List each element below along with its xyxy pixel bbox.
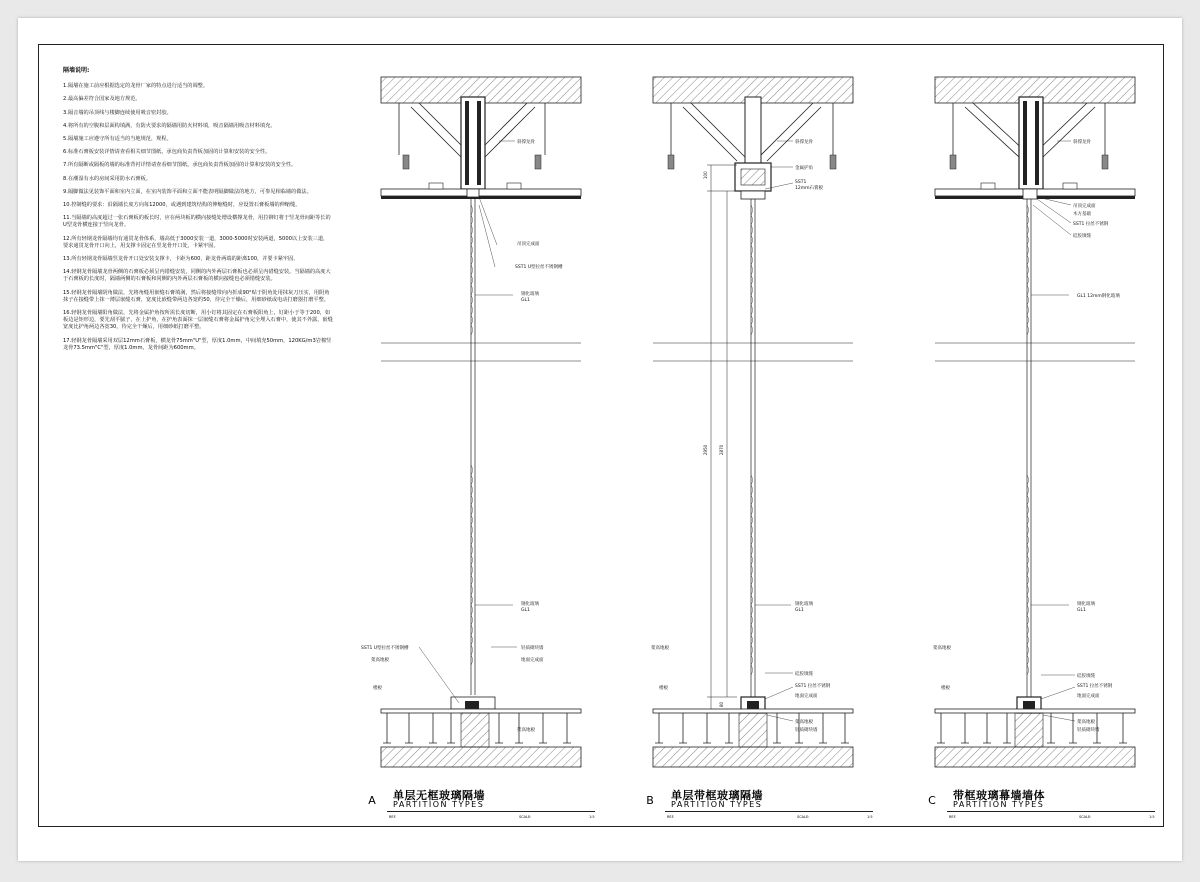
label-glass-bottom-code: GL1 xyxy=(521,608,530,613)
dimension-lines xyxy=(707,165,737,713)
label-glass-top: GL1 12mm钢化玻璃 xyxy=(1077,294,1120,299)
dim-80: 80 xyxy=(719,701,724,707)
label-glass-bottom-code: GL1 xyxy=(1077,608,1086,613)
raised-floor xyxy=(381,709,581,713)
label-block-wall: 轻质砌块墙 xyxy=(795,728,818,733)
floor-slab xyxy=(381,747,581,767)
label-brace: 斜撑龙骨 xyxy=(1073,140,1091,145)
label-wood-base: 木方基础 xyxy=(1073,212,1091,217)
ref-label: REF. xyxy=(667,815,675,819)
section-title-cn: 单层带框玻璃隔墙 xyxy=(671,789,763,802)
scale-label: SCALE: xyxy=(519,815,532,819)
note-item: 9.隔脚做法见装饰平面和室内立面，在室内装饰平面和立面不能表明隔脚做法的地方，可参见相临墙的做法。 xyxy=(63,188,312,195)
scale-value: 1:5 xyxy=(1149,815,1155,819)
drawing-sheet xyxy=(18,18,1182,861)
label-sst1: SST1 xyxy=(795,180,807,185)
label-raised-floor: 架高地板 xyxy=(933,646,951,651)
section-title-cn: 带框玻璃幕墙墙体 xyxy=(953,789,1045,802)
dim-2870: 2870 xyxy=(719,444,724,455)
section-c xyxy=(919,45,1159,828)
label-sst1-bottom: SST1 拉丝不锈钢 xyxy=(1077,684,1113,689)
label-brace: 斜撑龙骨 xyxy=(517,140,535,145)
label-raised-floor: 架高地板 xyxy=(651,646,669,651)
label-gypsum: 12mm石膏板 xyxy=(795,186,823,191)
ceiling-finish xyxy=(381,189,581,196)
note-item: 16.轻钢龙骨隔墙阳角做法，先将金属护角按所需长度切断，用小钉将其固定在石膏板阳角上，钉距小于等于200，如板边是矩形边，要先刮平腻子，在上护角，在护角表面抹一层嵌缝石膏将金属护角完全埋入石膏中，使其不外露，嵌缝宽度比护角两边各宽30，待完全干燥后，用细砂纸打磨平整。 xyxy=(63,310,333,331)
label-raised-floor-2: 架高地板 xyxy=(517,728,535,733)
note-item: 6.标准石膏板安装详情请查看相关细节图纸，承包商负责背板加固的计算和安装的安全性。 xyxy=(63,149,271,156)
scale-value: 1:5 xyxy=(589,815,595,819)
stud-box xyxy=(1019,97,1043,189)
dim-100: 100 xyxy=(703,171,708,179)
label-floor-finish: 地面完成面 xyxy=(1077,694,1100,699)
note-item: 7.所有隔断或隔板的墙的标准背衬详情请查看细节图纸，承包商负责背板加固的计算和安装的安全性。 xyxy=(63,162,297,169)
label-glass-bottom: 钢化玻璃 xyxy=(1077,602,1095,607)
label-glass: 钢化玻璃 xyxy=(795,602,813,607)
section-title-en: PARTITION TYPES xyxy=(953,800,1045,809)
drawing-frame xyxy=(38,44,1164,827)
note-item: 10.控制缝的要求：沿隔墙长度方向每12000，或遇到建筑结构的伸缩缝时，应设置石膏板墙的伸缩缝。 xyxy=(63,202,301,209)
label-channel-top: SST1 U型拉丝不锈钢槽 xyxy=(515,265,563,270)
note-item: 3.隔音墙的吊顶线与楼脚连续使用吸音密封胶。 xyxy=(63,109,172,116)
label-block-wall: 轻质砌块墙 xyxy=(1077,728,1100,733)
note-item: 2.最高偏差符合国家及地方规范。 xyxy=(63,96,141,103)
note-item: 1.隔墙在施工前应根据选定的龙骨厂家的特点进行适当的调整。 xyxy=(63,83,209,90)
section-a xyxy=(359,45,599,828)
label-glass-bottom: 钢化玻璃 xyxy=(521,602,539,607)
stud-box xyxy=(461,97,485,189)
note-item: 11.当隔墙的高度超过一张石膏板的板长时，应在两块板的横向接缝处增设横撑龙骨，用拉铆钉将于竖龙骨间距等长的U型龙骨横连接于竖向龙骨。 xyxy=(63,215,331,229)
section-title-en: PARTITION TYPES xyxy=(393,800,485,809)
note-item: 5.隔墙施工应遵守所有适当的当地规范，规程。 xyxy=(63,136,172,143)
label-raised-floor-2: 架高地板 xyxy=(795,720,813,725)
note-item: 13.所有轻钢龙骨隔墙竖龙骨开口处安装支撑卡，卡距为600，距龙骨两端的距离100，并要卡紧牢固。 xyxy=(63,256,299,263)
section-letter: A xyxy=(368,794,376,807)
label-glass-code: GL1 xyxy=(795,608,804,613)
note-item: 14.轻钢龙骨隔墙龙骨两侧的石膏板必须呈内错缝安装，同侧的内外两层石膏板也必须呈内错缝安装。当隔墙的高度大于石膏板的长度时，隔墙两侧的石膏板和同侧的内外两层石膏板的横向接缝也必须错缝安装。 xyxy=(63,269,331,283)
note-item: 12.所有轻钢龙骨隔墙均有通贯龙骨体系，墙高低于3000安装一道，3000-5000时安装两道，5000以上安装三道，要求通贯龙骨开口向上，用支撑卡固定在竖龙骨开口处，卡紧牢固。 xyxy=(63,235,329,249)
label-slab: 楼板 xyxy=(659,686,668,691)
label-brace: 斜撑龙骨 xyxy=(795,140,813,145)
notes-title: 隔墙说明: xyxy=(63,67,90,74)
label-glass-top: 钢化玻璃 xyxy=(521,292,539,297)
note-item: 17.轻钢龙骨隔墙采用双层12mm石膏板，横龙骨75mm"U"型，厚度1.0mm，中间填充50mm，120KG/m3岩棉竖龙骨73.5mm"C"型，厚度1.0mm，龙骨间距为600mm。 xyxy=(63,337,332,351)
label-ceiling: 吊顶完成面 xyxy=(517,242,540,247)
label-raised-floor-2: 架高地板 xyxy=(1077,720,1095,725)
label-sst1-bottom: SST1 拉丝不锈钢 xyxy=(795,684,831,689)
section-title-en: PARTITION TYPES xyxy=(671,800,763,809)
note-item: 4.将所有的空腹和层面构填满，有防火要求的隔墙用防火材料填，吸音隔墙用吸音材料填充。 xyxy=(63,122,276,129)
scale-label: SCALE: xyxy=(1079,815,1092,819)
ref-label: REF. xyxy=(949,815,957,819)
partition-notes xyxy=(63,67,333,358)
note-item: 8.在潮湿有水的房间采用防水石膏板。 xyxy=(63,175,151,182)
label-floor-finish: 地面完成面 xyxy=(521,658,544,663)
label-silicone-bottom: 硅胶填缝 xyxy=(1077,674,1095,679)
label-sst1: SST1 拉丝不锈钢 xyxy=(1073,222,1109,227)
section-a-drawing xyxy=(359,45,599,828)
ref-label: REF. xyxy=(389,815,397,819)
scale-value: 1:5 xyxy=(867,815,873,819)
note-item: 15.轻钢龙骨隔墙阴角做法，先将角缝用嵌缝石膏填满，然后将接缝带向内折成90°贴于阴角处用抹灰刀压实，用阴角抹子在接缝带上抹一薄层嵌缝石膏，宽度比嵌缝带两边各宽约50，待完全干燥后，用细砂纸或电动打磨器打磨平整。 xyxy=(63,289,330,303)
section-b-drawing xyxy=(637,45,877,828)
label-silicone: 硅胶填缝 xyxy=(795,672,813,677)
section-letter: B xyxy=(646,794,654,807)
label-raised-floor: 架高地板 xyxy=(371,658,389,663)
label-floor-finish: 地面完成面 xyxy=(795,694,818,699)
section-title-cn: 单层无框玻璃隔墙 xyxy=(393,789,485,802)
label-glass-top-code: GL1 xyxy=(521,298,530,303)
label-block-wall: 轻质砌块墙 xyxy=(521,646,544,651)
dim-2950: 2950 xyxy=(703,444,708,455)
scale-label: SCALE: xyxy=(797,815,810,819)
label-ceiling: 吊顶完成面 xyxy=(1073,204,1096,209)
section-letter: C xyxy=(928,794,936,807)
label-slab: 楼板 xyxy=(941,686,950,691)
label-slab: 楼板 xyxy=(373,686,382,691)
section-c-drawing xyxy=(919,45,1159,828)
section-b xyxy=(637,45,877,828)
label-metal-corner: 金属护角 xyxy=(795,166,813,171)
label-channel-bottom: SST1 U型拉丝不锈钢槽 xyxy=(361,646,409,651)
label-silicone: 硅胶填缝 xyxy=(1073,234,1091,239)
